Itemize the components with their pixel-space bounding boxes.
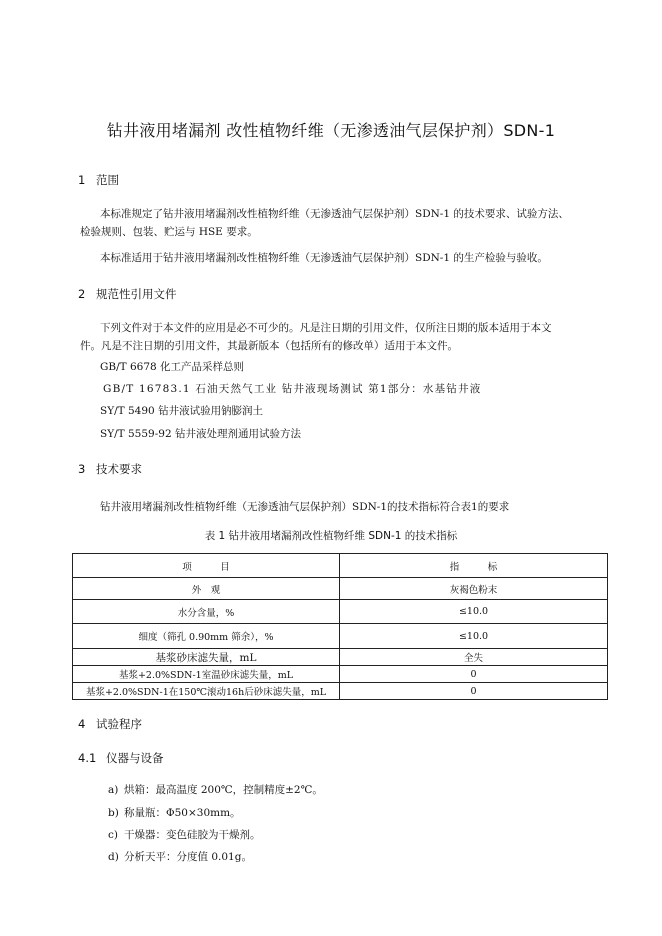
section-number: 4	[78, 717, 86, 731]
document-title: 钻井液用堵漏剂 改性植物纤维（无渗透油气层保护剂）SDN-1	[106, 121, 556, 140]
section-1-heading	[78, 172, 119, 188]
list-marker: b)	[108, 807, 119, 819]
list-marker: a)	[108, 784, 119, 796]
section-title: 试验程序	[96, 717, 142, 731]
subsection-number: 4.1	[78, 751, 97, 765]
table-row	[73, 649, 608, 666]
subsection-title: 仪器与设备	[106, 751, 164, 765]
section-title: 范围	[96, 173, 119, 187]
table-cell-value: 灰褐色粉末	[340, 578, 608, 600]
section-title: 技术要求	[96, 462, 142, 476]
list-item	[108, 805, 241, 820]
list-marker: d)	[108, 851, 119, 863]
table-row	[73, 624, 608, 649]
list-item	[108, 827, 261, 842]
section-2-para-line-1: 下列文件对于本文件的应用是必不可少的。凡是注日期的引用文件，仅所注日期的版本适用于本文	[100, 322, 552, 334]
table-row	[73, 600, 608, 624]
table-header-row	[73, 554, 608, 578]
table-cell-item: 水分含量，%	[73, 600, 340, 624]
reference-item: GB/T 6678 化工产品采样总则	[100, 361, 245, 373]
section-number: 1	[78, 173, 86, 187]
table-header-item: 项 目	[73, 554, 340, 578]
table-cell-item: 基浆+2.0%SDN-1室温砂床滤失量，mL	[73, 666, 340, 683]
table-cell-value: 0	[340, 683, 608, 700]
list-item	[108, 849, 252, 864]
section-1-para-1-line-1: 本标准规定了钻井液用堵漏剂改性植物纤维（无渗透油气层保护剂）SDN-1 的技术要求、试验方法、	[100, 208, 569, 220]
table-header-value: 指 标	[340, 554, 608, 578]
subsection-4-1-heading	[78, 750, 164, 766]
table-cell-value: 0	[340, 666, 608, 683]
section-2-heading	[78, 286, 177, 302]
list-text: 干燥器：变色硅胶为干燥剂。	[124, 829, 261, 841]
table-cell-item: 细度（筛孔 0.90mm 筛余），%	[73, 624, 340, 649]
reference-item: GB/T 16783.1 石油天然气工业 钻井液现场测试 第1部分：水基钻井液	[103, 383, 482, 395]
list-text: 分析天平：分度值 0.01g。	[124, 851, 252, 863]
list-text: 称量瓶：Φ50×30mm。	[124, 807, 241, 819]
list-marker: c)	[108, 829, 118, 841]
reference-item: SY/T 5490 钻井液试验用钠膨润土	[100, 405, 264, 417]
section-3-para: 钻井液用堵漏剂改性植物纤维（无渗透油气层保护剂）SDN-1的技术指标符合表1的要求	[100, 501, 510, 513]
table-cell-item: 外 观	[73, 578, 340, 600]
section-1-para-1-line-2: 检验规则、包装、贮运与 HSE 要求。	[80, 226, 258, 238]
section-4-heading	[78, 716, 142, 732]
table-cell-value: 全失	[340, 649, 608, 666]
table-cell-value: ≤10.0	[340, 624, 608, 649]
section-2-para-line-2: 件。凡是不注日期的引用文件，其最新版本（包括所有的修改单）适用于本文件。	[80, 340, 458, 352]
table-cell-value: ≤10.0	[340, 600, 608, 624]
table-cell-item: 基浆+2.0%SDN-1在150℃滚动16h后砂床滤失量，mL	[73, 683, 340, 700]
spec-table	[72, 553, 608, 700]
table-row	[73, 666, 608, 683]
table-row	[73, 578, 608, 600]
table-caption: 表 1 钻井液用堵漏剂改性植物纤维 SDN-1 的技术指标	[204, 530, 458, 542]
table-row	[73, 683, 608, 700]
section-title: 规范性引用文件	[96, 287, 177, 301]
section-number: 3	[78, 462, 86, 476]
table-cell-item: 基浆砂床滤失量，mL	[73, 649, 340, 666]
reference-item: SY/T 5559-92 钻井液处理剂通用试验方法	[100, 428, 301, 440]
section-3-heading	[78, 461, 142, 477]
section-1-para-2: 本标准适用于钻井液用堵漏剂改性植物纤维（无渗透油气层保护剂）SDN-1 的生产检验与验收。	[100, 252, 548, 264]
section-number: 2	[78, 287, 86, 301]
list-item	[108, 782, 323, 797]
list-text: 烘箱：最高温度 200℃，控制精度±2℃。	[124, 784, 323, 796]
